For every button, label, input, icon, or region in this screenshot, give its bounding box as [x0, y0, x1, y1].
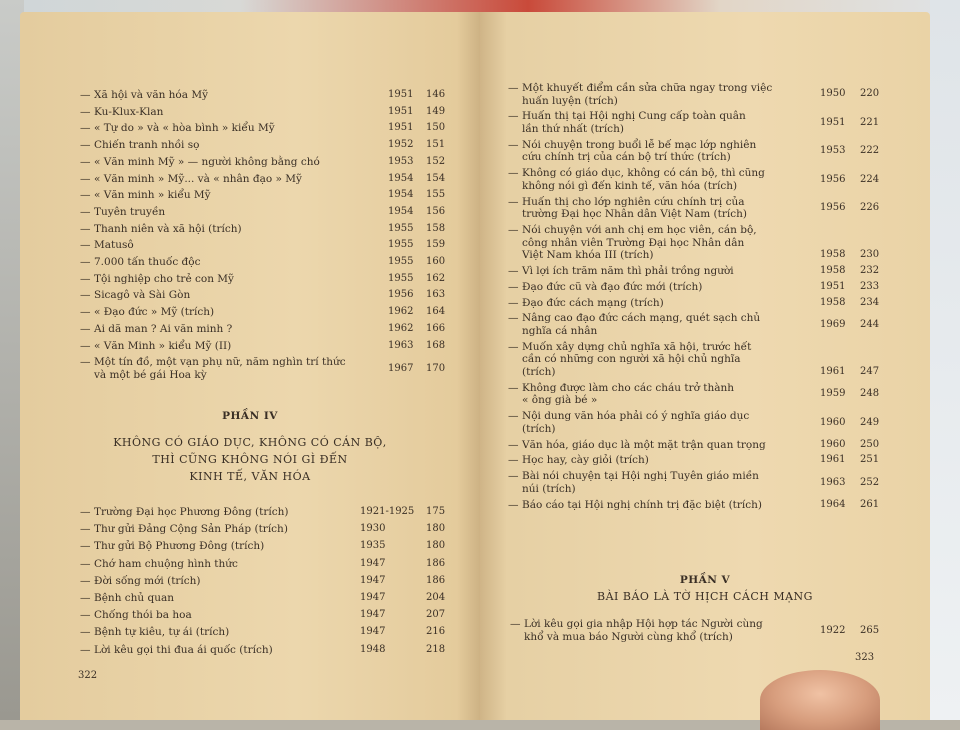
toc-entry-year: 1947 [360, 592, 386, 603]
toc-entry-page: 218 [426, 643, 446, 655]
entry-dash: — [508, 138, 519, 151]
toc-entry-page: 248 [860, 388, 880, 400]
entry-dash: — [508, 224, 519, 236]
toc-entry-year: 1954 [388, 205, 414, 217]
toc-entry-title: — Đạo đức cũ và đạo đức mới (trích) [508, 280, 703, 293]
toc-entry-title-continued: lần thứ nhất (trích) [522, 123, 624, 135]
toc-entry-year: 1969 [820, 318, 846, 330]
toc-entry-page: 244 [860, 318, 880, 330]
toc-entry-year: 1951 [388, 122, 414, 134]
toc-entry-year: 1955 [388, 272, 414, 284]
part-v-title: BÀI BÁO LÀ TỜ HỊCH CÁCH MẠNG [597, 590, 813, 603]
toc-entry-title-continued: (trích) [522, 422, 556, 435]
toc-entry-year: 1951 [820, 280, 846, 292]
entry-dash: — [80, 222, 91, 235]
toc-entry-title: — « Đạo đức » Mỹ (trích) [80, 306, 215, 319]
toc-entry-page: 232 [860, 265, 880, 276]
toc-entry-title-continued: nghĩa cá nhân [522, 325, 598, 337]
toc-entry-title: — Huấn thị cho lớp nghiên cứu chính trị của [508, 195, 745, 208]
toc-entry-page: 220 [860, 88, 880, 100]
toc-entry-title: — Nâng cao đạo đức cách mạng, quét sạch chủ [508, 312, 761, 325]
entry-dash: — [508, 280, 519, 293]
toc-entry-page: 251 [860, 454, 880, 466]
toc-entry-title: — Đạo đức cách mạng (trích) [508, 296, 664, 309]
toc-entry-year: 1921-1925 [360, 506, 415, 517]
toc-entry-title: — Báo cáo tại Hội nghị chính trị đặc biệt (trích) [508, 498, 763, 511]
toc-entry-title: — « Tự do » và « hòa bình » kiểu Mỹ [80, 122, 275, 135]
background-right-edge [930, 0, 960, 720]
toc-entry-title: — « Văn minh » kiểu Mỹ [80, 189, 211, 202]
toc-entry-title: — Xã hội và văn hóa Mỹ [80, 89, 209, 101]
toc-entry-page: 265 [860, 624, 880, 636]
part-iv-title-line-2: THÌ CŨNG KHÔNG NÓI GÌ ĐẾN [152, 453, 348, 466]
entry-dash: — [80, 339, 91, 352]
entry-dash: — [508, 410, 519, 423]
toc-entry-title-continued: cứu chính trị của cán bộ trí thức (trích) [522, 151, 731, 164]
toc-entry-year: 1951 [820, 116, 846, 128]
toc-entry-year: 1958 [820, 296, 846, 308]
entry-dash: — [508, 340, 519, 353]
toc-entry-title-continued: không nói gì đến kinh tế, văn hóa (trích) [522, 179, 738, 192]
toc-entry-title-continued: Việt Nam khóa III (trích) [522, 249, 654, 262]
toc-entry-year: 1950 [820, 88, 846, 100]
toc-entry-title: — Lời kêu gọi thi đua ái quốc (trích) [80, 643, 273, 656]
part-iv-title-line-1: KHÔNG CÓ GIÁO DỤC, KHÔNG CÓ CÁN BỘ, [113, 436, 387, 449]
toc-entry-year: 1964 [820, 498, 846, 510]
toc-entry-year: 1958 [820, 265, 846, 276]
toc-entry-title: — Chớ ham chuộng hình thức [80, 557, 238, 570]
toc-entry-page: 180 [426, 540, 446, 552]
toc-entry-title: — Lời kêu gọi gia nhập Hội hợp tác Người cùng [510, 618, 763, 630]
entry-dash: — [508, 454, 519, 467]
toc-entry-year: 1953 [388, 155, 414, 167]
toc-entry-title-continued: núi (trích) [522, 482, 576, 495]
entry-dash: — [508, 110, 519, 123]
toc-entry-title: — Không được làm cho các cháu trở thành [508, 381, 735, 394]
toc-entry-title-continued: công nhân viên Trường Đại học Nhân dân [522, 236, 745, 249]
toc-entry-title: — Nội dung văn hóa phải có ý nghĩa giáo dục [508, 410, 750, 423]
entry-dash: — [80, 609, 91, 622]
toc-entry-page: 168 [426, 339, 446, 351]
toc-entry-page: 186 [426, 557, 446, 569]
entry-dash: — [80, 506, 91, 518]
entry-dash: — [80, 122, 91, 135]
entry-dash: — [80, 172, 91, 185]
toc-entry-year: 1954 [388, 172, 414, 184]
toc-entry-title: — Học hay, cày giỏi (trích) [508, 454, 649, 467]
toc-entry-year: 1956 [388, 289, 414, 301]
toc-entry-year: 1947 [360, 609, 386, 621]
toc-entry-title: — « Văn minh Mỹ » — người không bằng chó [80, 155, 320, 168]
toc-entry-year: 1951 [388, 89, 414, 100]
toc-entry-title: — 7.000 tấn thuốc độc [80, 256, 201, 268]
toc-entry-year: 1963 [388, 339, 414, 351]
toc-entry-title: — Nói chuyện trong buổi lễ bế mạc lớp nghiên [508, 138, 757, 151]
entry-dash: — [80, 540, 91, 553]
part-v-label: PHẦN V [679, 574, 731, 586]
toc-entry-title: — Bài nói chuyện tại Hội nghị Tuyên giáo miền [508, 470, 759, 483]
toc-entry-year: 1953 [820, 145, 846, 157]
toc-entry-page: 159 [426, 239, 446, 251]
entry-dash: — [508, 82, 519, 94]
toc-entry-title: — Đời sống mới (trích) [80, 574, 201, 587]
entry-dash: — [80, 155, 91, 168]
toc-entry-title: — « Văn minh » Mỹ... và « nhân đạo » Mỹ [80, 172, 302, 185]
toc-entry-page: 249 [860, 416, 880, 428]
toc-entry-title: — Một khuyết điểm cần sửa chữa ngay trong việc [508, 82, 773, 94]
toc-entry-title: — Tội nghiệp cho trẻ con Mỹ [80, 272, 234, 285]
toc-entry-year: 1955 [388, 256, 414, 267]
entry-dash: — [80, 205, 91, 218]
entry-dash: — [80, 256, 91, 268]
entry-dash: — [80, 557, 91, 570]
toc-entry-title: — Ai dã man ? Ai văn minh ? [80, 322, 233, 335]
toc-entry-page: 166 [426, 322, 446, 334]
entry-dash: — [80, 643, 91, 656]
toc-entry-page: 155 [426, 189, 446, 201]
entry-dash: — [80, 272, 91, 285]
toc-entry-title-continued: trường Đại học Nhân dân Việt Nam (trích) [522, 208, 747, 221]
toc-entry-title: — Tuyên truyền [80, 205, 166, 218]
toc-entry-title: — « Văn Minh » kiểu Mỹ (II) [80, 339, 232, 352]
entry-dash: — [80, 189, 91, 202]
toc-entry-page: 221 [860, 116, 880, 128]
toc-entry-page: 234 [860, 296, 880, 308]
toc-entry-title: — Chống thói ba hoa [80, 609, 192, 622]
toc-entry-page: 222 [860, 145, 880, 157]
toc-entry-title: — Trường Đại học Phương Đông (trích) [80, 506, 289, 518]
toc-entry-year: 1951 [388, 105, 414, 117]
toc-entry-title: — Một tín đồ, một vạn phụ nữ, năm nghìn trí thức [80, 356, 346, 369]
entry-dash: — [508, 167, 519, 180]
toc-entry-page: 230 [860, 249, 880, 261]
toc-entry-title: — Thanh niên và xã hội (trích) [80, 222, 242, 235]
toc-entry-page: 160 [426, 256, 446, 267]
toc-entry-title: — Vì lợi ích trăm năm thì phải trồng người [508, 265, 734, 277]
toc-entry-page: 204 [426, 592, 446, 603]
toc-entry-page: 216 [426, 626, 446, 638]
toc-entry-page: 247 [860, 366, 880, 377]
toc-entry-title-continued: cần có những con người xã hội chủ nghĩa [522, 353, 741, 366]
left-page [20, 12, 480, 720]
toc-entry-page: 158 [426, 222, 446, 234]
toc-entry-year: 1947 [360, 574, 386, 586]
toc-entry-year: 1963 [820, 476, 846, 488]
toc-entry-page: 170 [426, 362, 446, 374]
toc-entry-page: 261 [860, 498, 880, 510]
entry-dash: — [80, 289, 91, 302]
entry-dash: — [508, 438, 519, 451]
toc-entry-page: 152 [426, 155, 446, 167]
toc-entry-title: — Ku-Klux-Klan [80, 105, 164, 118]
toc-entry-title: — Sicagô và Sài Gòn [80, 289, 191, 302]
thumb [760, 670, 880, 730]
toc-entry-title: — Bệnh chủ quan [80, 592, 175, 604]
toc-entry-year: 1947 [360, 557, 386, 569]
toc-entry-year: 1952 [388, 139, 414, 151]
toc-entry-title-continued: huấn luyện (trích) [522, 94, 618, 107]
toc-entry-page: 146 [426, 89, 446, 100]
toc-entry-title: — Thư gửi Đảng Cộng Sản Pháp (trích) [80, 523, 288, 536]
toc-entry-page: 162 [426, 272, 446, 284]
toc-entry-year: 1935 [360, 540, 386, 552]
toc-entry-year: 1958 [820, 249, 846, 261]
entry-dash: — [80, 306, 91, 319]
entry-dash: — [80, 574, 91, 587]
toc-entry-year: 1955 [388, 239, 414, 251]
toc-entry-title: — Huấn thị tại Hội nghị Cung cấp toàn quân [508, 110, 746, 123]
toc-entry-title: — Văn hóa, giáo dục là một mặt trận quan trọng [508, 438, 766, 451]
toc-entry-page: 224 [860, 173, 880, 185]
right-page [480, 12, 930, 720]
toc-entry-title: — Không có giáo dục, không có cán bộ, thì cũng [508, 167, 765, 180]
toc-entry-year: 1960 [820, 416, 846, 428]
entry-dash: — [80, 89, 91, 101]
toc-entry-title: — Matusô [80, 239, 134, 252]
entry-dash: — [80, 626, 91, 639]
entry-dash: — [508, 265, 519, 277]
toc-entry-title: — Thư gửi Bộ Phương Đông (trích) [80, 540, 265, 553]
toc-entry-title: — Nói chuyện với anh chị em học viên, cán bộ, [508, 224, 757, 236]
toc-entry-page: 233 [860, 280, 880, 292]
page-number-right: 323 [855, 652, 875, 663]
toc-entry-year: 1960 [820, 438, 846, 450]
toc-entry-title: — Bệnh tự kiêu, tự ái (trích) [80, 626, 230, 639]
toc-entry-year: 1948 [360, 643, 386, 655]
toc-entry-page: 149 [426, 105, 446, 117]
toc-entry-year: 1961 [820, 366, 846, 377]
entry-dash: — [508, 470, 519, 483]
entry-dash: — [508, 312, 519, 325]
toc-entry-title: — Chiến tranh nhồi sọ [80, 139, 200, 152]
toc-entry-year: 1959 [820, 388, 846, 400]
toc-entry-year: 1962 [388, 322, 414, 334]
entry-dash: — [508, 195, 519, 208]
toc-entry-page: 226 [860, 201, 880, 213]
entry-dash: — [508, 498, 519, 511]
toc-entry-page: 163 [426, 289, 446, 301]
toc-entry-year: 1961 [820, 454, 846, 466]
toc-entry-page: 180 [426, 523, 446, 535]
entry-dash: — [80, 592, 91, 604]
entry-dash: — [510, 618, 521, 630]
toc-entry-page: 164 [426, 306, 446, 318]
toc-entry-year: 1947 [360, 626, 386, 638]
toc-entry-title-continued: (trích) [522, 366, 556, 378]
toc-entry-year: 1955 [388, 222, 414, 234]
toc-entry-page: 150 [426, 122, 446, 134]
toc-entry-title: — Muốn xây dựng chủ nghĩa xã hội, trước hết [508, 340, 752, 353]
toc-entry-page: 186 [426, 574, 446, 586]
toc-entry-page: 156 [426, 205, 446, 217]
entry-dash: — [80, 322, 91, 335]
toc-entry-page: 154 [426, 172, 446, 184]
entry-dash: — [80, 523, 91, 536]
toc-entry-year: 1930 [360, 523, 386, 535]
toc-entry-year: 1956 [820, 201, 846, 213]
toc-entry-page: 207 [426, 609, 446, 621]
entry-dash: — [508, 381, 519, 394]
part-iv-title-line-3: KINH TẾ, VĂN HÓA [189, 470, 311, 483]
toc-entry-title-continued: khổ và mua báo Người cùng khổ (trích) [524, 631, 733, 643]
entry-dash: — [508, 296, 519, 309]
toc-entry-page: 175 [426, 506, 446, 517]
toc-entry-year: 1967 [388, 362, 414, 374]
toc-entry-year: 1956 [820, 173, 846, 185]
toc-entry-title-continued: « ông già bé » [522, 394, 598, 407]
page-number-left: 322 [78, 670, 98, 681]
entry-dash: — [80, 139, 91, 152]
entry-dash: — [80, 356, 91, 369]
toc-entry-page: 252 [860, 476, 880, 488]
toc-entry-page: 151 [426, 139, 446, 151]
toc-entry-year: 1962 [388, 306, 414, 318]
toc-entry-year: 1922 [820, 624, 846, 636]
entry-dash: — [80, 239, 91, 252]
toc-entry-title-continued: và một bé gái Hoa kỳ [94, 369, 207, 382]
entry-dash: — [80, 105, 91, 118]
toc-entry-year: 1954 [388, 189, 414, 201]
part-iv-label: PHẦN IV [222, 410, 278, 422]
toc-entry-page: 250 [860, 438, 880, 450]
